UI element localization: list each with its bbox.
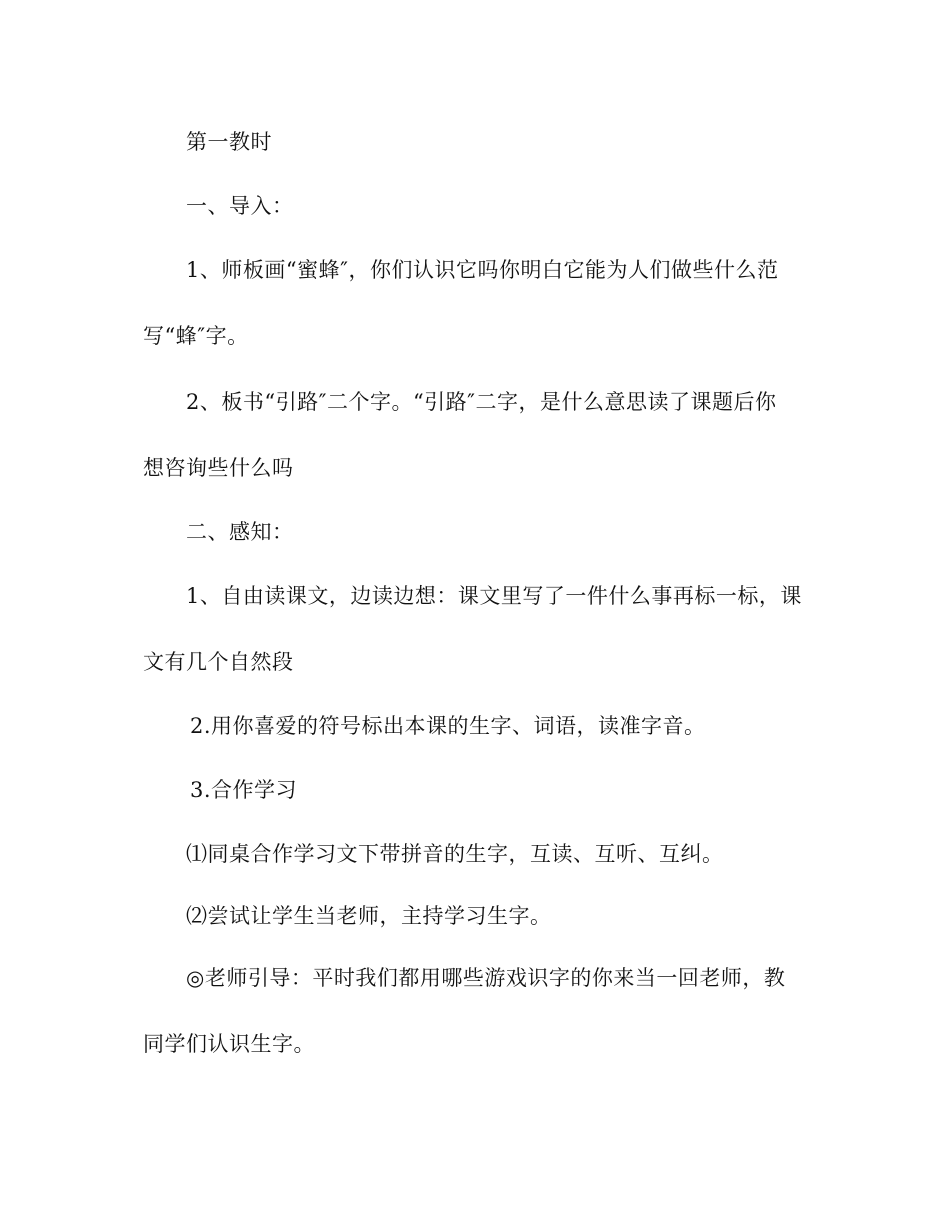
lesson-period-heading: 第一教时	[186, 130, 272, 154]
section-heading-introduction: 一、导入：	[186, 194, 294, 218]
paragraph-line: ⑵尝试让学生当老师，主持学习生字。	[186, 904, 552, 928]
paragraph-line: 想咨询些什么吗	[143, 456, 294, 480]
paragraph-line: 文有几个自然段	[143, 650, 294, 674]
paragraph-line: 写“蜂″字。	[143, 324, 249, 348]
paragraph-line: 2、板书“引路″二个字。“引路″二字，是什么意思读了课题后你	[186, 390, 777, 414]
paragraph-line: 2.用你喜爱的符号标出本课的生字、词语，读准字音。	[190, 714, 706, 738]
paragraph-line: 1、自由读课文，边读边想：课文里写了一件什么事再标一标，课	[186, 584, 802, 608]
paragraph-line: 1、师板画“蜜蜂″，你们认识它吗你明白它能为人们做些什么范	[186, 258, 779, 282]
section-heading-perception: 二、感知：	[186, 520, 294, 544]
paragraph-line: ◎老师引导：平时我们都用哪些游戏识字的你来当一回老师，教	[186, 966, 786, 990]
paragraph-line: 3.合作学习	[190, 778, 298, 802]
paragraph-line: ⑴同桌合作学习文下带拼音的生字，互读、互听、互纠。	[186, 842, 724, 866]
paragraph-line: 同学们认识生字。	[143, 1032, 315, 1056]
